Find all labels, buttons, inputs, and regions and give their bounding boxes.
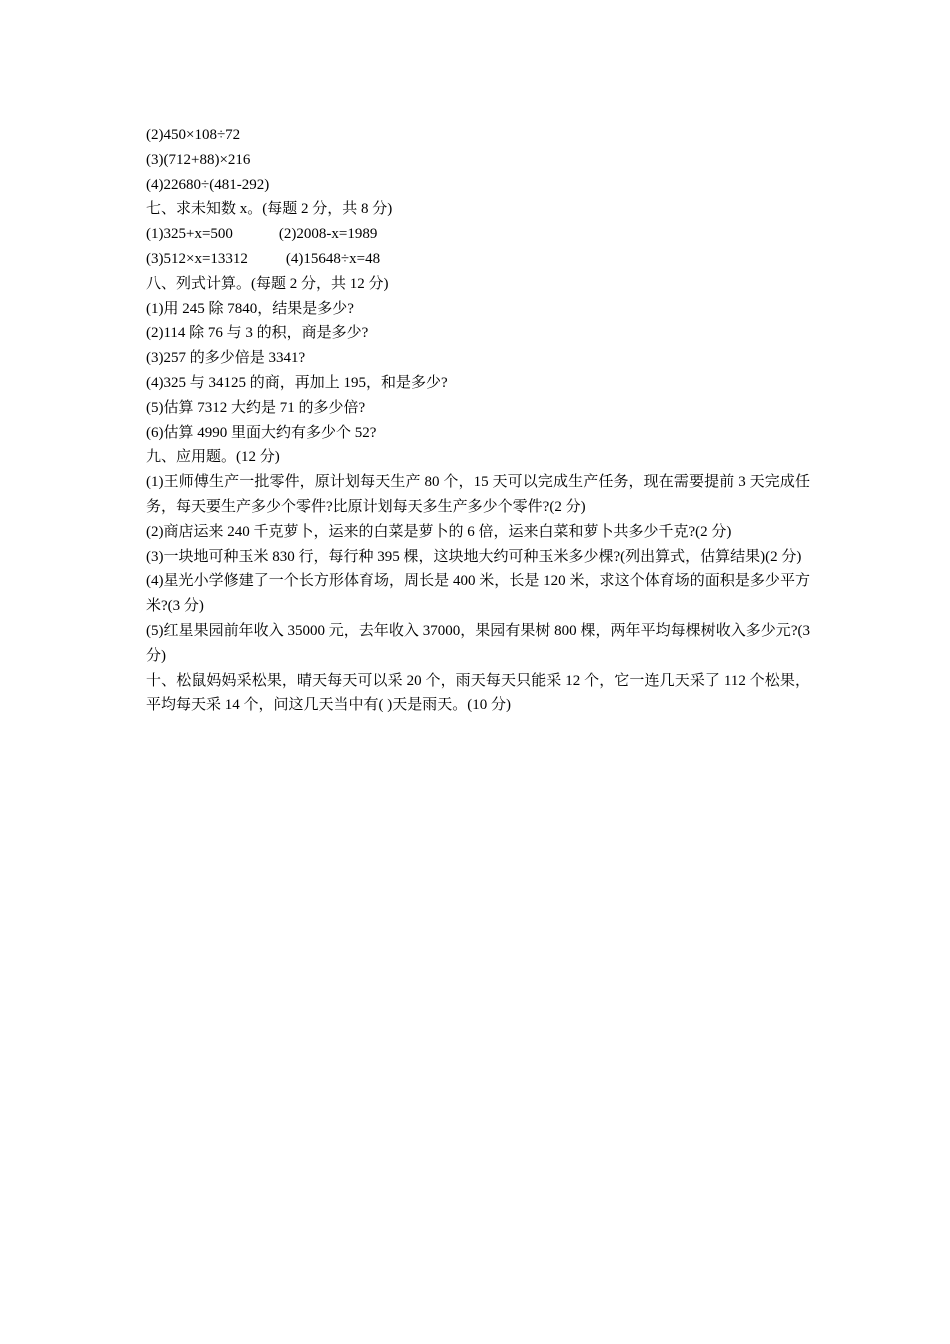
section-9-item-5: (5)红星果园前年收入 35000 元，去年收入 37000，果园有果树 800 棵，两年平均每棵树收入多少元?(3 分)	[146, 622, 810, 664]
equation-4: (4)15648÷x=48	[285, 250, 381, 267]
equation-row-2	[146, 247, 810, 272]
section-8-item-6: (6)估算 4990 里面大约有多少个 52?	[146, 424, 377, 441]
section-9-item-2: (2)商店运来 240 千克萝卜，运来的白菜是萝卜的 6 倍，运来白菜和萝卜共多少千克?(2 分)	[146, 523, 732, 540]
equation-1: (1)325+x=500	[146, 226, 233, 243]
section-9-heading: 九、应用题。(12 分)	[146, 449, 280, 466]
section-8-item-5: (5)估算 7312 大约是 71 的多少倍?	[146, 399, 366, 416]
section-8-heading: 八、列式计算。(每题 2 分，共 12 分)	[146, 275, 389, 292]
equation-row-1	[146, 222, 810, 247]
section-9-item-4: (4)星光小学修建了一个长方形体育场，周长是 400 米，长是 120 米，求这个体育场的面积是多少平方米?(3 分)	[146, 573, 810, 615]
equation-3: (3)512×x=13312	[146, 250, 248, 267]
section-7-heading: 七、求未知数 x。(每题 2 分，共 8 分)	[146, 201, 393, 218]
section-9-item-3: (3)一块地可种玉米 830 行，每行种 395 棵，这块地大约可种玉米多少棵?(列出算式，估算结果)(2 分)	[146, 548, 802, 565]
equation-2: (2)2008-x=1989	[278, 226, 378, 243]
section-8-item-1: (1)用 245 除 7840，结果是多少?	[146, 300, 354, 317]
section-8-item-2: (2)114 除 76 与 3 的积，商是多少?	[146, 325, 369, 342]
calc-item-2: (2)450×108÷72	[146, 127, 241, 143]
section-10-question: 十、松鼠妈妈采松果，晴天每天可以采 20 个，雨天每天只能采 12 个，它一连几天采了 112 个松果，平均每天采 14 个，问这几天当中有( )天是雨天。(10 分)	[146, 672, 810, 714]
calc-item-4: (4)22680÷(481-292)	[146, 176, 270, 193]
section-8-item-4: (4)325 与 34125 的商，再加上 195，和是多少?	[146, 374, 448, 391]
section-8-item-3: (3)257 的多少倍是 3341?	[146, 350, 306, 367]
calc-item-3: (3)(712+88)×216	[146, 151, 251, 168]
section-9-item-1: (1)王师傅生产一批零件，原计划每天生产 80 个，15 天可以完成生产任务，现在需要提前 3 天完成任务，每天要生产多少个零件?比原计划每天多生产多少个零件?(2 分)	[146, 474, 810, 515]
exam-page	[146, 123, 810, 718]
